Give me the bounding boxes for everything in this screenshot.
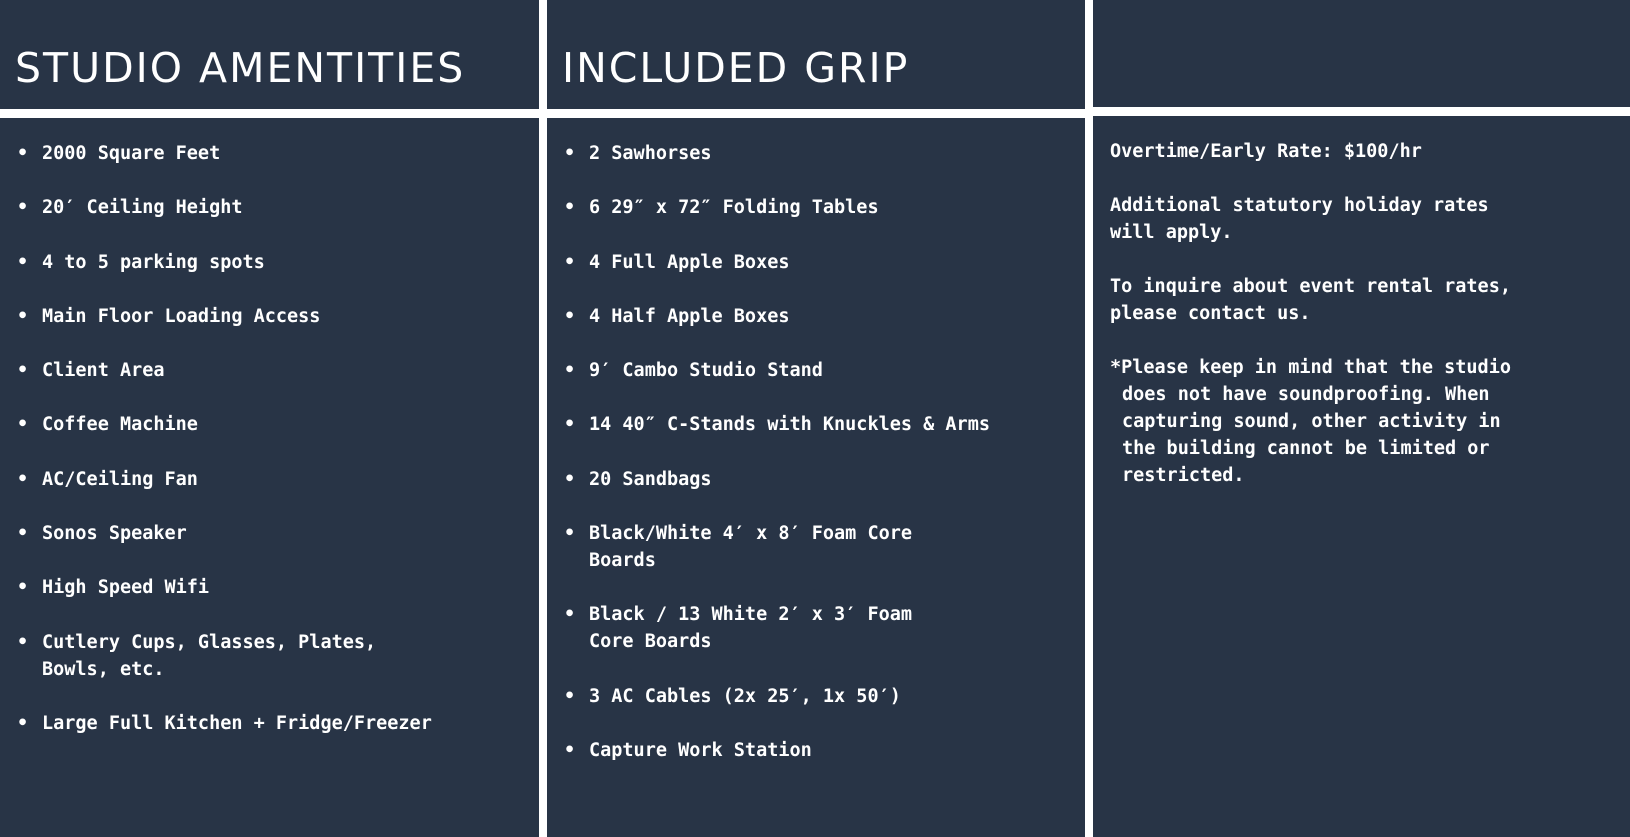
amenities-item-label: AC/Ceiling Fan (42, 468, 198, 490)
amenities-body-panel (0, 118, 539, 837)
info-header-panel (1093, 0, 1630, 107)
grip-item-label: 2 Sawhorses (589, 143, 712, 164)
amenities-list-item (16, 249, 531, 276)
grip-header-panel (547, 0, 1085, 109)
bullet-icon: • (17, 712, 29, 734)
amenities-item-label: Main Floor Loading Access (42, 305, 321, 327)
bullet-icon: • (17, 631, 29, 653)
grip-item-label: 3 AC Cables (2x 25′, 1x 50′) (589, 685, 901, 707)
amenities-list-item (16, 574, 531, 601)
bullet-icon: • (564, 143, 576, 164)
grip-list-item (563, 466, 1077, 493)
bullet-icon: • (564, 604, 576, 626)
bullet-icon: • (564, 685, 576, 707)
amenities-item-label: Cutlery Cups, Glasses, Plates, Bowls, etc. (42, 631, 377, 680)
grip-item-label: Black / 13 White 2′ x 3′ Foam Core Boards (589, 604, 913, 653)
grip-list-item (563, 249, 1077, 276)
bullet-icon: • (564, 197, 576, 219)
amenities-list-item (16, 303, 531, 330)
grip-list-item (563, 683, 1077, 710)
bullet-icon: • (17, 197, 29, 219)
bullet-icon: • (17, 143, 29, 164)
bullet-icon: • (564, 251, 576, 273)
grip-list-item (563, 194, 1077, 221)
bullet-icon: • (564, 523, 576, 545)
grip-list-item (563, 140, 1077, 167)
bullet-icon: • (17, 523, 29, 545)
bullet-icon: • (17, 360, 29, 382)
bullet-icon: • (17, 251, 29, 273)
info-body-panel (1093, 116, 1630, 837)
amenities-list-item (16, 357, 531, 384)
event-rental-text: To inquire about event rental rates, please contact us. (1110, 276, 1511, 324)
amenities-item-label: Coffee Machine (42, 414, 198, 436)
amenities-list-item (16, 194, 531, 221)
bullet-icon: • (564, 305, 576, 327)
amenities-list-item (16, 411, 531, 438)
bullet-icon: • (564, 360, 576, 382)
grip-list-item (563, 520, 1077, 574)
grip-list-item (563, 357, 1077, 384)
overtime-rate-text: Overtime/Early Rate: $100/hr (1110, 141, 1422, 162)
amenities-item-label: 20′ Ceiling Height (42, 197, 243, 219)
grip-list-item (563, 303, 1077, 330)
bullet-icon: • (17, 305, 29, 327)
grip-item-label: 4 Half Apple Boxes (589, 305, 790, 327)
amenities-item-label: Client Area (42, 360, 165, 382)
holiday-rates-text: Additional statutory holiday rates will apply. (1110, 195, 1489, 243)
amenities-item-label: Large Full Kitchen + Fridge/Freezer (42, 712, 432, 734)
grip-list-item (563, 601, 1077, 655)
grip-item-label: 4 Full Apple Boxes (589, 251, 790, 273)
amenities-item-label: Sonos Speaker (42, 523, 187, 545)
bullet-icon: • (17, 577, 29, 599)
grip-item-label: Black/White 4′ x 8′ Foam Core Boards (589, 523, 913, 572)
grip-item-label: 9′ Cambo Studio Stand (589, 360, 823, 382)
amenities-list-item (16, 140, 531, 167)
grip-item-label: 14 40″ C-Stands with Knuckles & Arms (589, 414, 990, 436)
amenities-item-label: 2000 Square Feet (42, 143, 221, 164)
bullet-icon: • (564, 739, 576, 761)
rates-notes (1110, 138, 1616, 516)
amenities-item-label: 4 to 5 parking spots (42, 251, 265, 273)
amenities-list-item (16, 710, 531, 737)
grip-item-label: 6 29″ x 72″ Folding Tables (589, 197, 879, 219)
grip-heading: INCLUDED GRIP (562, 44, 910, 92)
grip-body-panel (547, 118, 1085, 837)
grip-item-label: Capture Work Station (589, 739, 812, 761)
grip-list-item (563, 411, 1077, 438)
amenities-heading: STUDIO AMENTITIES (15, 44, 466, 92)
bullet-icon: • (17, 468, 29, 490)
soundproofing-notice: *Please keep in mind that the studio does not have soundproofing. When capturing sound, other activity in the building cannot be limited or restricted. (1110, 357, 1511, 486)
grip-list (563, 140, 1077, 791)
bullet-icon: • (564, 414, 576, 436)
grip-item-label: 20 Sandbags (589, 468, 712, 490)
amenities-list-item (16, 466, 531, 493)
bullet-icon: • (564, 468, 576, 490)
amenities-list-item (16, 629, 531, 683)
amenities-list-item (16, 520, 531, 547)
grip-list-item (563, 737, 1077, 764)
bullet-icon: • (17, 414, 29, 436)
amenities-item-label: High Speed Wifi (42, 577, 210, 599)
amenities-header-panel (0, 0, 539, 109)
amenities-list (16, 140, 531, 764)
